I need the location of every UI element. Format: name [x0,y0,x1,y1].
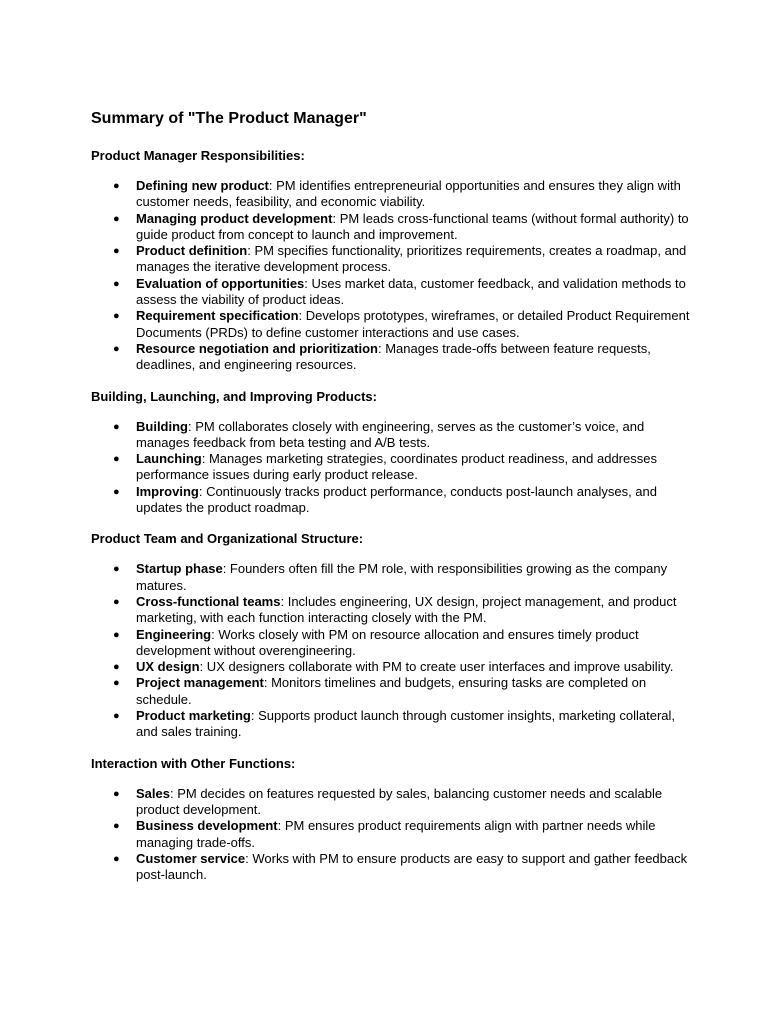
bullet-list [91,178,691,374]
item-term: Improving [136,483,199,499]
item-term: Product marketing [136,708,251,724]
list-item [91,594,691,627]
item-description: : Manages trade-offs between feature requests, deadlines, and engineering resources. [136,340,651,373]
bullet-icon: ● [113,180,120,192]
list-item [91,451,691,484]
item-description: : PM specifies functionality, prioritizes requirements, creates a roadmap, and manages the iterative development process. [136,243,687,275]
bullet-icon: ● [113,595,120,608]
sections-container [91,147,691,883]
list-item [91,675,691,708]
list-item [91,419,691,452]
item-term: Engineering [136,626,212,642]
list-item [91,561,691,594]
bullet-icon: ● [113,342,120,355]
item-term: Requirement specification [136,308,299,324]
list-item [91,786,691,819]
list-item [91,243,691,276]
item-description: : Works closely with PM on resource allocation and ensures timely product development without overengineering. [136,626,639,658]
item-description: : Monitors timelines and budgets, ensuring tasks are completed on schedule. [136,675,647,707]
list-item [91,341,691,374]
list-item [91,308,691,341]
item-term: Customer service [136,850,246,866]
list-item [91,211,691,244]
item-term: Building [136,418,188,434]
list-item [91,276,691,309]
item-description: : Develops prototypes, wireframes, or detailed Product Requirement Documents (PRDs) to define customer interactions and use cases. [136,308,690,340]
bullet-icon: ● [113,563,120,576]
bullet-icon: ● [113,677,120,690]
bullet-icon: ● [113,245,120,258]
item-description: : UX designers collaborate with PM to create user interfaces and improve usability. [199,659,674,675]
bullet-icon: ● [113,661,120,674]
bullet-icon: ● [113,820,120,833]
item-description: : Founders often fill the PM role, with responsibilities growing as the company matures. [136,561,668,593]
list-item [91,627,691,660]
item-description: : Manages marketing strategies, coordinates product readiness, and addresses performance issues during early product release. [136,451,657,483]
item-term: Project management [136,675,264,691]
bullet-icon: ● [113,710,120,723]
bullet-icon: ● [113,310,120,323]
item-description: : Continuously tracks product performance, conducts post-launch analyses, and updates the product roadmap. [136,483,657,516]
list-item [91,484,691,517]
bullet-icon: ● [113,212,120,225]
item-term: Resource negotiation and prioritization [136,340,378,356]
section-heading: Product Team and Organizational Structure: [91,531,364,547]
list-item [91,178,691,211]
section-heading: Building, Launching, and Improving Products: [91,388,377,404]
item-description: : PM leads cross-functional teams (without formal authority) to guide product from concept to launch and improvement. [136,210,689,242]
list-item [91,851,691,884]
bullet-icon: ● [113,628,120,641]
item-description: : PM identifies entrepreneurial opportunities and ensures they align with customer needs, feasibility, and economic viability. [136,178,681,210]
bullet-list [91,419,691,517]
bullet-list [91,561,691,740]
document-title: Summary of "The Product Manager" [91,110,367,127]
section-heading: Interaction with Other Functions: [91,755,296,771]
item-term: UX design [136,659,200,675]
bullet-list [91,786,691,884]
item-term: Startup phase [136,561,223,577]
bullet-icon: ● [113,453,120,466]
bullet-icon: ● [113,485,120,498]
item-term: Defining new product [136,178,269,193]
document-content [91,108,691,897]
item-term: Sales [136,785,170,801]
bullet-icon: ● [113,787,120,800]
section-heading: Product Manager Responsibilities: [91,148,305,163]
item-description: : PM ensures product requirements align with partner needs while managing trade-offs. [136,818,656,850]
item-term: Launching [136,451,202,467]
bullet-icon: ● [113,277,120,290]
item-description: : PM decides on features requested by sales, balancing customer needs and scalable product development. [136,785,663,817]
item-description: : Uses market data, customer feedback, and validation methods to assess the viability of product ideas. [136,275,686,308]
item-term: Business development [136,818,278,834]
item-description: : PM collaborates closely with engineering, serves as the customer’s voice, and manages feedback from beta testing and A/B tests. [136,418,645,450]
item-description: : Includes engineering, UX design, project management, and product marketing, with each function interacting closely with the PM. [136,593,677,626]
list-item [91,818,691,851]
item-term: Managing product development [136,210,333,226]
item-term: Evaluation of opportunities [136,275,305,291]
item-term: Cross-functional teams [136,593,281,609]
item-description: : Works with PM to ensure products are easy to support and gather feedback post-launch. [136,850,688,883]
bullet-icon: ● [113,852,120,865]
item-description: : Supports product launch through customer insights, marketing collateral, and sales training. [136,708,676,740]
list-item [91,659,691,675]
item-term: Product definition [136,243,248,259]
list-item [91,708,691,741]
bullet-icon: ● [113,420,120,433]
